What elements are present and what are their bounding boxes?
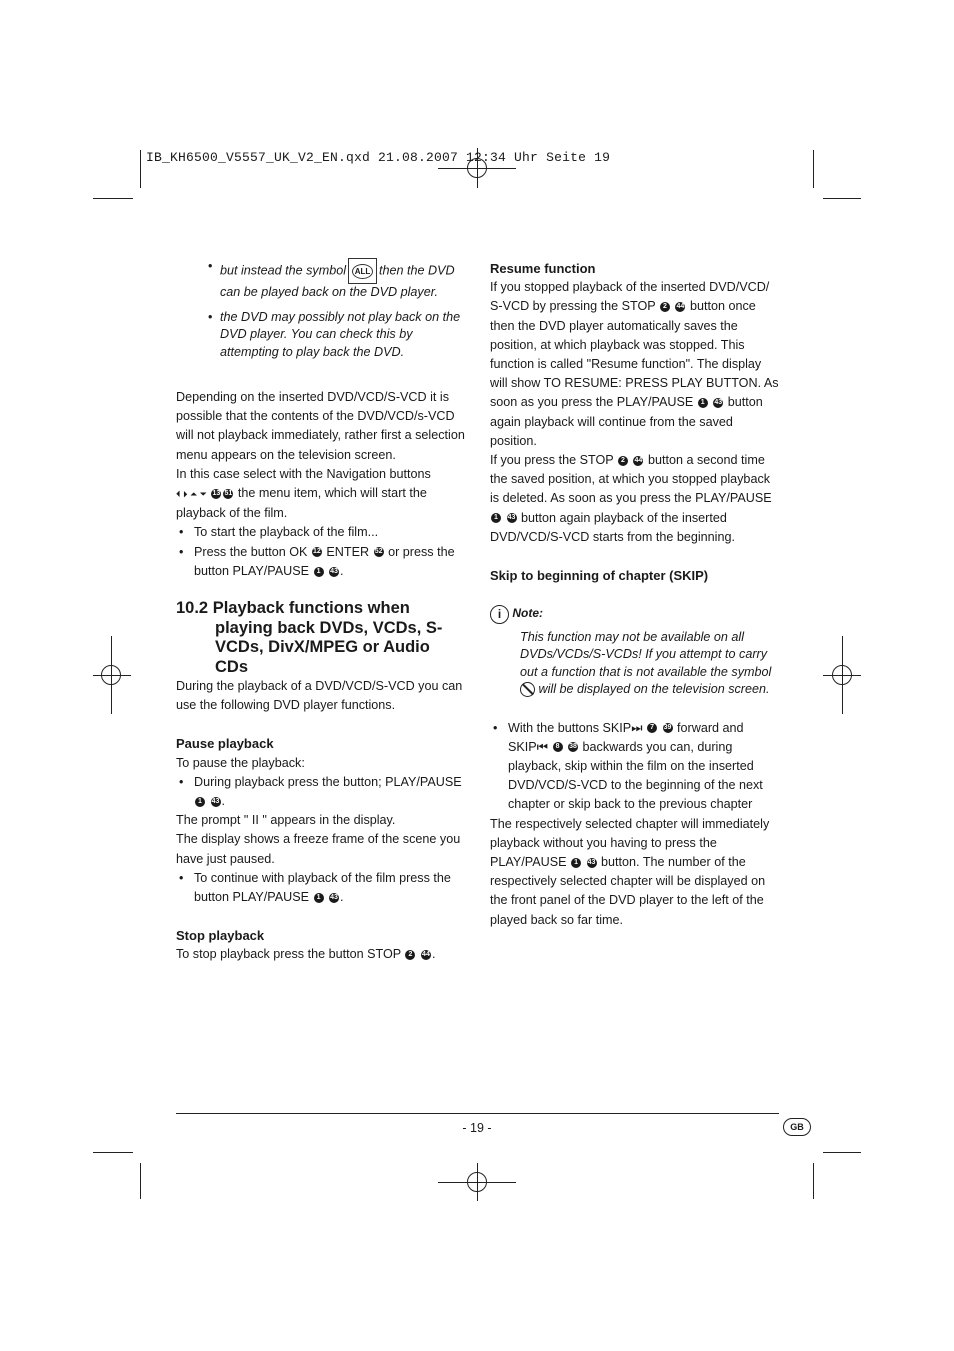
paragraph: To pause the playback: bbox=[176, 755, 305, 770]
all-symbol-icon: ALL bbox=[348, 258, 377, 284]
right-column bbox=[490, 259, 780, 930]
paragraph: During the playback of a DVD/VCD/S-VCD you can use the following DVD player functions. bbox=[176, 679, 463, 713]
subheading-stop: Stop playback bbox=[176, 928, 265, 944]
paragraph: If you stopped playback of the inserted DVD/VCD/ S-VCD by pressing the STOP 2 44 button once then the DVD player automatically saves the position, at which playback was stopped. This function is called "Resume function". The display will show TO RESUME: PRESS PLAY BUTTON. As soon as you press the PLAY/PAUSE 1 43 button again playback will continue from the saved position. bbox=[490, 280, 779, 448]
paragraph: To stop playback press the button STOP 2 44 . bbox=[176, 947, 436, 962]
crop-mark bbox=[140, 150, 141, 188]
info-icon: i bbox=[490, 605, 509, 624]
bullet: • Press the button OK 12 ENTER 52 or press the button PLAY/PAUSE 1 43 . bbox=[176, 543, 466, 581]
registration-line bbox=[93, 675, 131, 676]
paragraph: In this case select with the Navigation buttons ⏴ ⏵ ⏶ ⏷ 13 51 the menu item, which will start the playback of the film. bbox=[176, 466, 431, 521]
skip-back-icon: ⏮ bbox=[536, 739, 549, 754]
crop-mark bbox=[823, 198, 861, 199]
registration-line bbox=[111, 636, 112, 714]
section-heading: 10.2 Playback functions when playing back DVDs, VCDs, S-VCDs, DivX/MPEG or Audio CDs bbox=[176, 599, 443, 676]
italic-bullet: • the DVD may possibly not play back on the DVD player. You can check this by attempting to play back the DVD. bbox=[208, 309, 466, 362]
subheading-skip: Skip to beginning of chapter (SKIP) bbox=[490, 568, 709, 584]
file-slug: IB_KH6500_V5557_UK_V2_EN.qxd 21.08.2007 12:34 Uhr Seite 19 bbox=[146, 150, 611, 165]
language-badge: GB bbox=[783, 1118, 811, 1136]
crop-mark bbox=[813, 150, 814, 188]
crop-mark bbox=[823, 1152, 861, 1153]
navigation-arrows-icon: ⏴ ⏵ ⏶ ⏷ bbox=[176, 489, 207, 500]
subheading-resume: Resume function bbox=[490, 261, 596, 276]
note-label: Note: bbox=[512, 606, 544, 621]
registration-line bbox=[842, 636, 843, 714]
paragraph: Depending on the inserted DVD/VCD/S-VCD it is possible that the contents of the DVD/VCD/s-VCD will not playback immediately, rather first a selection menu appears on the television screen. bbox=[176, 390, 465, 462]
crop-mark bbox=[93, 198, 133, 199]
subheading-pause: Pause playback bbox=[176, 736, 274, 752]
prohibited-icon bbox=[520, 682, 535, 697]
crop-mark bbox=[93, 1152, 133, 1153]
paragraph: The respectively selected chapter will immediately playback without you having to press the PLAY/PAUSE 1 43 button. The number of the respectively selected chapter will be displayed on the front panel of the DVD player to the left of the played back so far time. bbox=[490, 816, 770, 927]
crop-mark bbox=[140, 1163, 141, 1199]
italic-bullet: • but instead the symbol ALL then the DVD can be played back on the DVD player. bbox=[208, 258, 466, 302]
crop-mark bbox=[813, 1163, 814, 1199]
registration-line bbox=[477, 1163, 478, 1201]
left-column bbox=[176, 258, 466, 965]
skip-forward-icon: ⏭ bbox=[631, 720, 643, 735]
note-box bbox=[490, 604, 780, 698]
bullet: • During playback press the button; PLAY/PAUSE 1 43 . bbox=[176, 773, 466, 811]
paragraph: The display shows a freeze frame of the scene you have just paused. bbox=[176, 832, 461, 866]
page-number: - 19 - bbox=[462, 1121, 492, 1135]
paragraph: If you press the STOP 2 44 button a second time the saved position, at which you stopped playback is deleted. As soon as you press the PLAY/PAUSE 1 43 button again playback of the inserted DVD/VCD/S-VCD starts from the beginning. bbox=[490, 453, 772, 544]
bullet: • To start the playback of the film... bbox=[176, 523, 466, 542]
bullet: • To continue with playback of the film press the button PLAY/PAUSE 1 43 . bbox=[176, 869, 466, 907]
footer-rule bbox=[176, 1113, 779, 1114]
bullet: • With the buttons SKIP⏭ 7 39 forward and SKIP⏮ 8 38 backwards you can, during playback, skip within the film on the inserted DVD/VCD/S-VCD to the beginning of the next chapter or skip back to the previous chapter bbox=[490, 719, 780, 815]
paragraph: The prompt " II " appears in the display. bbox=[176, 813, 396, 828]
note-text: This function may not be available on all DVDs/VCDs/S-VCDs! If you attempt to carry out a function that is not available the symbol will be displayed on the television screen. bbox=[520, 629, 772, 697]
